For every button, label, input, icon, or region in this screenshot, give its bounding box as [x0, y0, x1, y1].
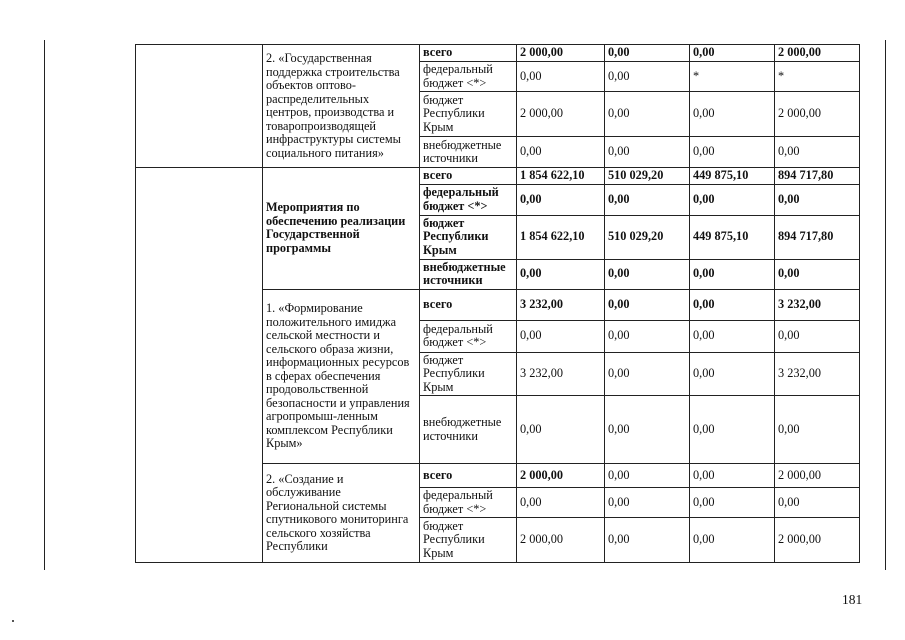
value-cell: 0,00 — [517, 62, 605, 92]
value-cell: 0,00 — [690, 396, 775, 464]
value-cell: 0,00 — [690, 488, 775, 518]
source-label: федеральный бюджет <*> — [420, 320, 517, 352]
source-label: внебюджетные источники — [420, 396, 517, 464]
value-cell: 2 000,00 — [517, 45, 605, 62]
source-label: всего — [420, 45, 517, 62]
value-cell: 449 875,10 — [690, 215, 775, 259]
org-cell-empty — [136, 45, 263, 168]
value-cell: 0,00 — [605, 184, 690, 215]
value-cell: 0,00 — [690, 518, 775, 563]
page-border-right — [885, 40, 886, 570]
value-cell: 0,00 — [775, 137, 860, 168]
value-cell: 0,00 — [690, 137, 775, 168]
value-cell: 0,00 — [605, 352, 690, 396]
value-cell: 0,00 — [775, 184, 860, 215]
value-cell: 894 717,80 — [775, 215, 860, 259]
table-row — [136, 168, 860, 185]
value-cell: 2 000,00 — [517, 518, 605, 563]
budget-table — [135, 44, 860, 563]
value-cell: 1 854 622,10 — [517, 168, 605, 185]
page-number: 181 — [842, 592, 863, 607]
value-cell: 1 854 622,10 — [517, 215, 605, 259]
source-label: федеральный бюджет <*> — [420, 488, 517, 518]
value-cell: 3 232,00 — [775, 289, 860, 320]
value-cell: 449 875,10 — [690, 168, 775, 185]
value-cell: 0,00 — [690, 259, 775, 289]
value-cell: 0,00 — [517, 137, 605, 168]
org-cell — [136, 168, 263, 563]
value-cell: 0,00 — [605, 488, 690, 518]
value-cell: * — [775, 62, 860, 92]
event-cell: 1. «Формирование положительного имиджа сельской местности и сельского образа жизни, информационных ресурсов в сферах обеспечения продовольственной безопасности и управления агропромыш-ленным комплексом Республики Крым» — [263, 289, 420, 464]
source-label: всего — [420, 168, 517, 185]
value-cell: 0,00 — [690, 45, 775, 62]
value-cell: 2 000,00 — [775, 464, 860, 488]
value-cell: 510 029,20 — [605, 215, 690, 259]
value-cell: 0,00 — [517, 396, 605, 464]
value-cell: 0,00 — [775, 488, 860, 518]
value-cell: 3 232,00 — [517, 289, 605, 320]
value-cell: 0,00 — [690, 352, 775, 396]
value-cell: 0,00 — [517, 184, 605, 215]
value-cell: 3 232,00 — [517, 352, 605, 396]
source-label: бюджет Республики Крым — [420, 352, 517, 396]
value-cell: 0,00 — [605, 518, 690, 563]
source-label: бюджет Республики Крым — [420, 215, 517, 259]
value-cell: 2 000,00 — [517, 92, 605, 137]
page-border-left — [44, 40, 45, 570]
value-cell: * — [690, 62, 775, 92]
value-cell: 2 000,00 — [775, 92, 860, 137]
value-cell: 0,00 — [775, 259, 860, 289]
event-cell: Мероприятия по обеспечению реализации Государственной программы — [263, 168, 420, 290]
value-cell: 2 000,00 — [517, 464, 605, 488]
value-cell: 0,00 — [690, 320, 775, 352]
value-cell: 0,00 — [605, 320, 690, 352]
value-cell: 0,00 — [517, 488, 605, 518]
value-cell: 0,00 — [517, 320, 605, 352]
value-cell: 0,00 — [605, 289, 690, 320]
value-cell: 0,00 — [690, 289, 775, 320]
value-cell: 0,00 — [605, 464, 690, 488]
table-row — [136, 45, 860, 62]
value-cell: 510 029,20 — [605, 168, 690, 185]
event-cell: 2. «Государственная поддержка строительства объектов оптово-распределительных центров, производства и товаропроизводящей инфраструктуры системы социального питания» — [263, 45, 420, 168]
source-label: всего — [420, 464, 517, 488]
value-cell: 3 232,00 — [775, 352, 860, 396]
source-label: федеральный бюджет <*> — [420, 184, 517, 215]
event-cell: 2. «Создание и обслуживание Региональной системы спутникового мониторинга сельского хозяйства Республики — [263, 464, 420, 563]
source-label: всего — [420, 289, 517, 320]
value-cell: 0,00 — [775, 320, 860, 352]
source-label: федеральный бюджет <*> — [420, 62, 517, 92]
value-cell: 0,00 — [605, 137, 690, 168]
value-cell: 0,00 — [605, 45, 690, 62]
value-cell: 0,00 — [690, 464, 775, 488]
scan-speck — [12, 620, 14, 622]
value-cell: 0,00 — [605, 92, 690, 137]
value-cell: 0,00 — [690, 92, 775, 137]
value-cell: 0,00 — [517, 259, 605, 289]
value-cell: 0,00 — [690, 184, 775, 215]
source-label: внебюджетные источники — [420, 137, 517, 168]
value-cell: 894 717,80 — [775, 168, 860, 185]
value-cell: 0,00 — [605, 396, 690, 464]
value-cell: 0,00 — [605, 62, 690, 92]
value-cell: 0,00 — [775, 396, 860, 464]
source-label: внебюджетные источники — [420, 259, 517, 289]
source-label: бюджет Республики Крым — [420, 92, 517, 137]
source-label: бюджет Республики Крым — [420, 518, 517, 563]
value-cell: 2 000,00 — [775, 518, 860, 563]
value-cell: 0,00 — [605, 259, 690, 289]
value-cell: 2 000,00 — [775, 45, 860, 62]
